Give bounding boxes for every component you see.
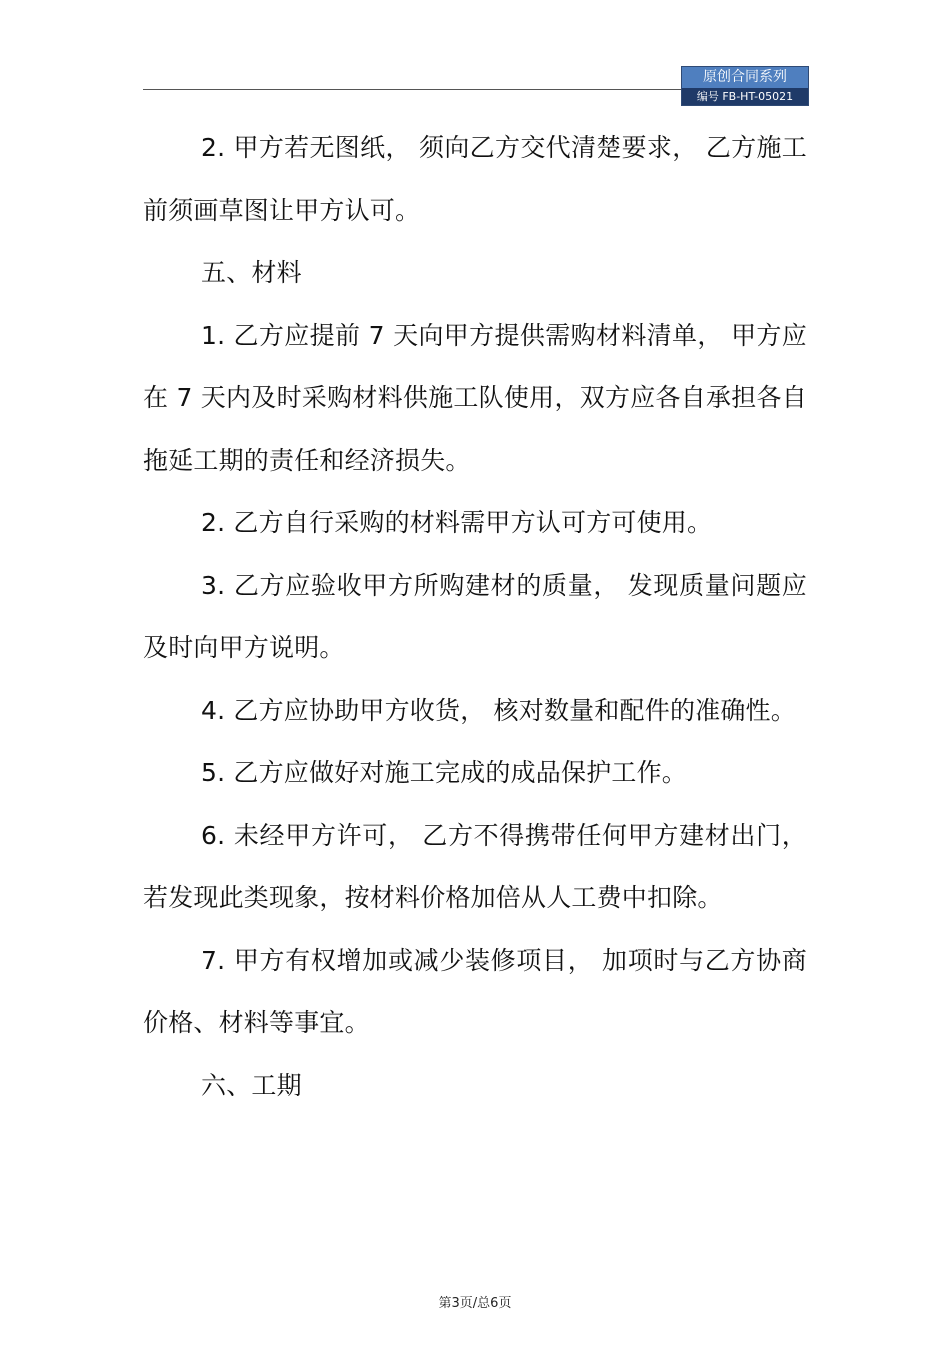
- clause-5-4: 4. 乙方应协助甲方收货， 核对数量和配件的准确性。: [201, 695, 796, 725]
- document-body: [143, 117, 807, 1117]
- page-indicator: 第3页/总6页: [438, 1296, 512, 1311]
- series-badge: [681, 66, 809, 106]
- clause-5-2: 2. 乙方自行采购的材料需甲方认可方可使用。: [201, 508, 713, 537]
- document-code: 编号 FB-HT-05021: [682, 88, 808, 105]
- series-label: 原创合同系列: [682, 67, 808, 88]
- clause-5-7: 7. 甲方有权增加或减少装修项目， 加项时与乙方协商价格、材料等事宜。: [143, 945, 807, 1037]
- section-heading-schedule: 六、工期: [201, 1070, 302, 1100]
- clause-5-3: 3. 乙方应验收甲方所购建材的质量， 发现质量问题应及时向甲方说明。: [143, 570, 807, 662]
- section-heading-materials: 五、材料: [201, 258, 302, 287]
- clause-5-6: 6. 未经甲方许可， 乙方不得携带任何甲方建材出门，若发现此类现象，按材料价格加倍从人工费中扣除。: [143, 820, 807, 912]
- clause-5-5: 5. 乙方应做好对施工完成的成品保护工作。: [201, 758, 688, 787]
- clause-4-2: 2. 甲方若无图纸， 须向乙方交代清楚要求， 乙方施工前须画草图让甲方认可。: [143, 133, 807, 225]
- clause-5-1: 1. 乙方应提前 7 天向甲方提供需购材料清单， 甲方应在 7 天内及时采购材料供施工队使用，双方应各自承担各自拖延工期的责任和经济损失。: [143, 320, 807, 475]
